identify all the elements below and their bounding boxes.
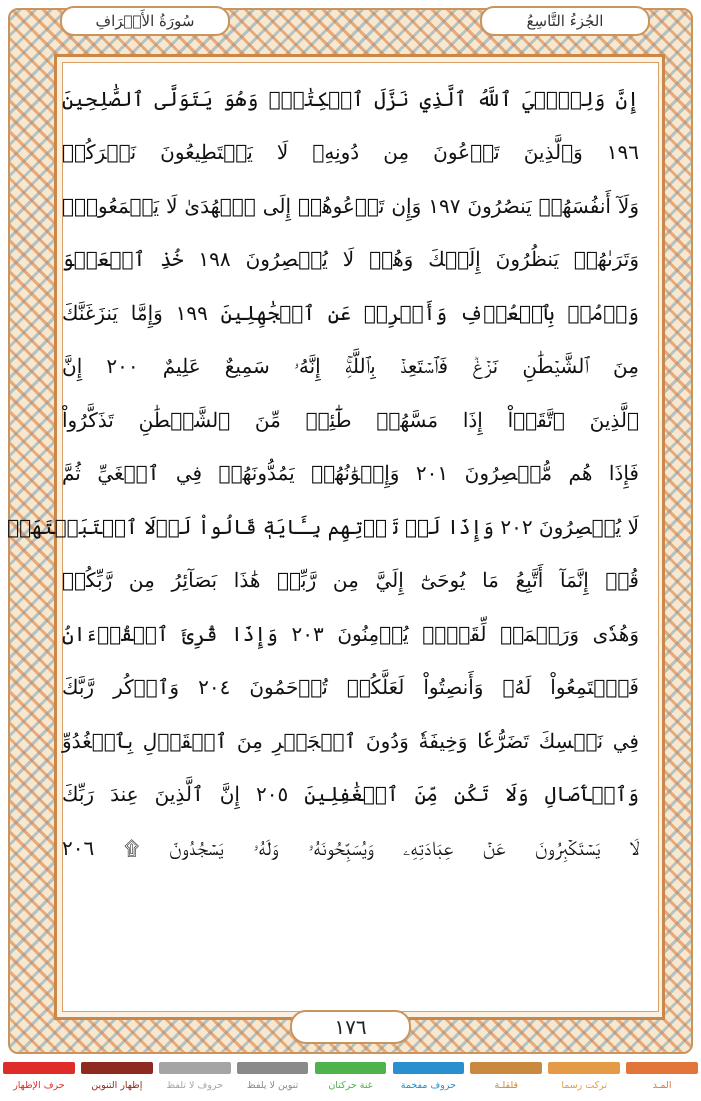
legend-color-bar [315, 1062, 387, 1074]
verse-text: ٱلَّذِينَ ٱتَّقَوۡاْ إِذَا مَسَّهُمۡ طَٰٓئِفٞ مِّنَ ٱلشَّيۡطَٰنِ تَذَكَّرُواْ [62, 407, 639, 432]
legend-color-bar [548, 1062, 620, 1074]
legend-item [389, 1062, 467, 1101]
legend-label: تركت رسما [561, 1080, 608, 1091]
verse-text: لَا يُقۡصِرُونَ ٢٠٢ وَإِذَا لَمۡ تَأۡتِهِم بِـَٔايَةٖ قَالُواْ لَوۡلَا ٱجۡتَبَيۡتَهَاۚ [7, 514, 639, 539]
legend-color-bar [393, 1062, 465, 1074]
surah-label: سُورَةُ الأَعۡرَافِ [60, 6, 230, 36]
verse-text: وَتَرَىٰهُمۡ يَنظُرُونَ إِلَيۡكَ وَهُمۡ لَا يُبۡصِرُونَ ١٩٨ خُذِ ٱلۡعَفۡوَ [62, 247, 639, 272]
verse-text: فَٱسۡتَمِعُواْ لَهُۥ وَأَنصِتُواْ لَعَلَّكُمۡ تُرۡحَمُونَ ٢٠٤ وَٱذۡكُر رَّبَّكَ [62, 675, 639, 700]
verse-text: قُلۡ إِنَّمَآ أَتَّبِعُ مَا يُوحَىٰٓ إِلَيَّ مِن رَّبِّيۚ هَٰذَا بَصَآئِرُ مِن رَّبِّكُمۡ [62, 568, 639, 593]
legend-label: حرف الإظهار [13, 1080, 65, 1091]
verse-line [62, 607, 639, 661]
legend-item [545, 1062, 623, 1101]
verse-text: وَأۡمُرۡ بِٱلۡعُرۡفِ وَأَعۡرِضۡ عَنِ ٱلۡجَٰهِلِينَ ١٩٩ وَإِمَّا يَنزَغَنَّكَ [62, 300, 639, 325]
juz-label: الجُزءُ التَّاسِعُ [480, 6, 650, 36]
legend-color-bar [159, 1062, 231, 1074]
legend-item [312, 1062, 390, 1101]
legend-color-bar [81, 1062, 153, 1074]
page-number: ١٧٦ [290, 1010, 411, 1044]
legend-label: حروف مفخمة [400, 1080, 456, 1091]
verse-text: ١٩٦ وَٱلَّذِينَ تَدۡعُونَ مِن دُونِهِۦ لَا يَسۡتَطِيعُونَ نَصۡرَكُمۡ [62, 140, 639, 165]
verse-line [62, 554, 639, 608]
legend-label: حروف لا تلفظ [166, 1080, 224, 1091]
legend-item [78, 1062, 156, 1101]
verse-line [62, 393, 639, 447]
verse-line [62, 821, 639, 875]
verse-lines [7, 72, 639, 875]
verse-line [62, 447, 639, 501]
verse-text: مِنَ ٱلشَّيۡطَٰنِ نَزۡغٞ فَٱسۡتَعِذۡ بِٱللَّهِۚ إِنَّهُۥ سَمِيعٌ عَلِيمٌ ٢٠٠ إِنَّ [62, 354, 639, 379]
legend-item [234, 1062, 312, 1101]
verse-line [7, 500, 639, 554]
legend-label: غنة حركتان [328, 1080, 373, 1091]
legend-item [623, 1062, 701, 1101]
legend-color-bar [470, 1062, 542, 1074]
verse-text: وَٱلۡأٓصَالِ وَلَا تَكُن مِّنَ ٱلۡغَٰفِلِينَ ٢٠٥ إِنَّ ٱلَّذِينَ عِندَ رَبِّكَ [62, 782, 639, 807]
verse-text: إِنَّ وَلِـِّۧيَ ٱللَّهُ ٱلَّذِي نَزَّلَ ٱلۡكِتَٰبَۖ وَهُوَ يَتَوَلَّى ٱلصَّٰلِحِينَ [62, 86, 639, 111]
legend-color-bar [237, 1062, 309, 1074]
legend-label: إظهار التنوين [91, 1080, 143, 1091]
verse-line [62, 72, 639, 126]
verse-line [62, 768, 639, 822]
legend-color-bar [3, 1062, 75, 1074]
verse-text: فَإِذَا هُم مُّبۡصِرُونَ ٢٠١ وَإِخۡوَٰنُهُمۡ يَمُدُّونَهُمۡ فِي ٱلۡغَيِّ ثُمَّ [62, 461, 639, 486]
legend-item [467, 1062, 545, 1101]
legend-item [156, 1062, 234, 1101]
verse-text: لَا يَسۡتَكۡبِرُونَ عَنۡ عِبَادَتِهِۦ وَيُسَبِّحُونَهُۥ وَلَهُۥ يَسۡجُدُونَۤ ۩ ٢٠٦ [62, 835, 639, 860]
verse-line [62, 286, 639, 340]
verse-line [62, 179, 639, 233]
legend-color-bar [626, 1062, 698, 1074]
verse-line [62, 714, 639, 768]
verse-line [62, 661, 639, 715]
legend-label: قلقلـة [494, 1080, 519, 1091]
verse-line [62, 340, 639, 394]
verse-line [62, 126, 639, 180]
verse-text: وَهُدٗى وَرَحۡمَةٞ لِّقَوۡمٖ يُؤۡمِنُونَ ٢٠٣ وَإِذَا قُرِئَ ٱلۡقُرۡءَانُ [62, 621, 639, 646]
verse-text: فِي نَفۡسِكَ تَضَرُّعٗا وَخِيفَةٗ وَدُونَ ٱلۡجَهۡرِ مِنَ ٱلۡقَوۡلِ بِٱلۡغُدُوِّ [62, 728, 639, 753]
verse-line [62, 233, 639, 287]
legend-label: المـد [652, 1080, 672, 1091]
tajweed-legend [0, 1062, 701, 1101]
legend-label: تنوين لا يلفظ [246, 1080, 299, 1091]
verse-text: وَلَآ أَنفُسَهُمۡ يَنصُرُونَ ١٩٧ وَإِن تَدۡعُوهُمۡ إِلَى ٱلۡهُدَىٰ لَا يَسۡمَعُواْۖ [62, 193, 639, 218]
legend-item [0, 1062, 78, 1101]
